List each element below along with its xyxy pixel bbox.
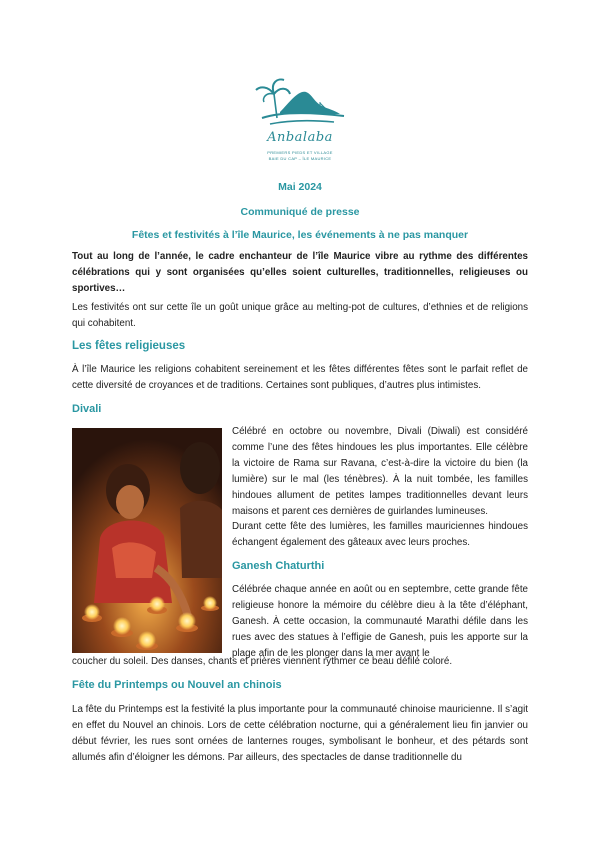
intro-paragraph: Tout au long de l’année, le cadre enchanteur de l’île Maurice vibre au rythme des différentes célébrations qui y sont organisées qu’elles soient culturelles, traditionnelles, religieuses ou sportives… <box>72 251 528 294</box>
divali-paragraph-2: Durant cette fête des lumières, les familles mauriciennes hindoues échangent également des gâteaux avec leurs proches. <box>232 521 528 548</box>
document-type: Communiqué de presse <box>240 206 360 218</box>
religious-paragraph: À l’île Maurice les religions cohabitent sereinement et les fêtes différentes fêtes sont le parfait reflet de cette diversité de croyances et de traditions. Certaines sont publiques, d’autres plus intimistes. <box>72 364 528 391</box>
logo-tagline: PREMIERS PIEDS ET VILLAGE <box>267 150 333 155</box>
ganesh-paragraph: Célébrée chaque année en août ou en septembre, cette grande fête religieuse honore la mémoire du célèbre dieu à la tête d’éléphant, Ganesh. À cette occasion, la communauté Marathi défile dans les rues avec des statues à l’effigie de Ganesh, puis les apporte sur la plage afin de les plonger dans la mer avant le <box>232 584 528 659</box>
printemps-title: Fête du Printemps ou Nouvel an chinois <box>72 679 282 691</box>
ganesh-title: Ganesh Chaturthi <box>232 560 325 572</box>
divali-paragraph-1: Célébré en octobre ou novembre, Divali (Diwali) est considéré comme l’une des fêtes hindoues les plus importantes. Elle célèbre la victoire de Rama sur Ravana, c’est-à-dire la victoire du bien (la lumière) sur le mal (les ténèbres). À la nuit tombée, les familles hindoues allument de petites lampes traditionnelles devant leurs maisons et parent ces dernières de guirlandes lumineuses. <box>232 426 528 517</box>
press-headline: Fêtes et festivités à l’île Maurice, les événements à ne pas manquer <box>131 229 469 241</box>
section-title-religious: Les fêtes religieuses <box>72 340 186 352</box>
logo-wordmark: Anbalaba <box>267 130 333 145</box>
ganesh-paragraph-end: coucher du soleil. Des danses, chants et prières viennent rythmer ce beau défilé coloré. <box>72 656 453 667</box>
divali-lamps-image <box>72 428 222 653</box>
printemps-paragraph: La fête du Printemps est la festivité la plus importante pour la communauté chinoise mauricienne. Il s’agit en effet du Nouvel an chinois. Lors de cette célébration nocturne, qui a généralement lieu fin janvier ou début février, les rues sont ornées de lanternes rouges, symbolisant le bonheur, et des pétards sont allumés afin d’éloigner les démons. Par ailleurs, des spectacles de danse traditionnelle du <box>72 704 528 763</box>
divali-photo <box>72 428 222 653</box>
melting-pot-paragraph: Les festivités ont sur cette île un goût unique grâce au melting-pot de cultures, d’ethnies et de religions qui cohabitent. <box>72 302 528 329</box>
logo-location: BAIE DU CAP – ÎLE MAURICE <box>268 156 332 161</box>
release-date: Mai 2024 <box>278 181 322 193</box>
island-logo-icon <box>250 72 350 132</box>
divali-title: Divali <box>72 403 102 415</box>
